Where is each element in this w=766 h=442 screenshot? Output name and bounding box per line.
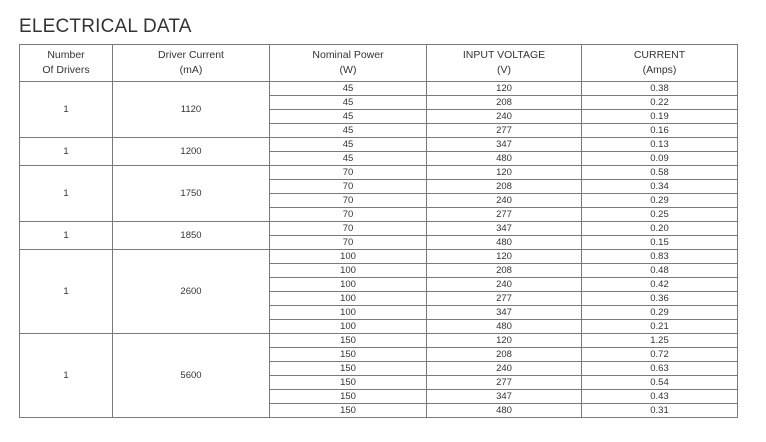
input-voltage-cell: 120 [427,166,582,180]
current-cell: 1.25 [582,334,738,348]
number-of-drivers-cell: 1 [20,82,113,138]
input-voltage-cell: 240 [427,362,582,376]
nominal-power-cell: 100 [270,264,427,278]
table-row [20,138,738,152]
input-voltage-cell: 240 [427,110,582,124]
number-of-drivers-cell: 1 [20,138,113,166]
header-current [582,45,738,82]
nominal-power-cell: 150 [270,376,427,390]
nominal-power-cell: 70 [270,180,427,194]
nominal-power-cell: 45 [270,152,427,166]
electrical-data-table [19,44,738,418]
input-voltage-cell: 480 [427,404,582,418]
table-row [20,82,738,96]
current-cell: 0.13 [582,138,738,152]
header-label-line1: Nominal Power [312,49,384,61]
nominal-power-cell: 70 [270,194,427,208]
input-voltage-cell: 347 [427,306,582,320]
header-label-line1: CURRENT [633,49,686,61]
driver-current-cell: 1120 [113,82,270,138]
table-header-row [20,45,738,82]
nominal-power-cell: 70 [270,236,427,250]
table-row [20,222,738,236]
input-voltage-cell: 277 [427,376,582,390]
input-voltage-cell: 347 [427,390,582,404]
table-body [20,82,738,418]
nominal-power-cell: 45 [270,110,427,124]
driver-current-cell: 5600 [113,334,270,418]
nominal-power-cell: 70 [270,222,427,236]
current-cell: 0.58 [582,166,738,180]
current-cell: 0.42 [582,278,738,292]
current-cell: 0.29 [582,194,738,208]
nominal-power-cell: 100 [270,278,427,292]
current-cell: 0.22 [582,96,738,110]
table-row [20,250,738,264]
nominal-power-cell: 150 [270,362,427,376]
nominal-power-cell: 70 [270,208,427,222]
header-label-line2: (Amps) [642,64,677,76]
current-cell: 0.25 [582,208,738,222]
header-label-line2: Of Drivers [42,64,90,76]
nominal-power-cell: 150 [270,404,427,418]
input-voltage-cell: 120 [427,82,582,96]
input-voltage-cell: 208 [427,96,582,110]
driver-current-cell: 1200 [113,138,270,166]
nominal-power-cell: 150 [270,334,427,348]
input-voltage-cell: 208 [427,180,582,194]
current-cell: 0.29 [582,306,738,320]
input-voltage-cell: 240 [427,194,582,208]
current-cell: 0.38 [582,82,738,96]
header-label-line1: Number [47,49,85,61]
current-cell: 0.31 [582,404,738,418]
input-voltage-cell: 120 [427,250,582,264]
nominal-power-cell: 45 [270,124,427,138]
header-label-line1: Driver Current [158,49,224,61]
table-row [20,334,738,348]
current-cell: 0.63 [582,362,738,376]
current-cell: 0.09 [582,152,738,166]
nominal-power-cell: 150 [270,390,427,404]
header-nominal-power [270,45,427,82]
input-voltage-cell: 277 [427,124,582,138]
current-cell: 0.16 [582,124,738,138]
header-driver-current [113,45,270,82]
nominal-power-cell: 100 [270,292,427,306]
input-voltage-cell: 347 [427,138,582,152]
number-of-drivers-cell: 1 [20,222,113,250]
number-of-drivers-cell: 1 [20,250,113,334]
header-label-line2: (V) [497,64,511,76]
nominal-power-cell: 100 [270,250,427,264]
input-voltage-cell: 277 [427,292,582,306]
current-cell: 0.72 [582,348,738,362]
input-voltage-cell: 480 [427,236,582,250]
current-cell: 0.48 [582,264,738,278]
driver-current-cell: 1750 [113,166,270,222]
input-voltage-cell: 208 [427,348,582,362]
number-of-drivers-cell: 1 [20,166,113,222]
nominal-power-cell: 100 [270,320,427,334]
input-voltage-cell: 277 [427,208,582,222]
current-cell: 0.20 [582,222,738,236]
nominal-power-cell: 45 [270,82,427,96]
header-label-line1: INPUT VOLTAGE [462,49,546,61]
input-voltage-cell: 347 [427,222,582,236]
input-voltage-cell: 240 [427,278,582,292]
nominal-power-cell: 45 [270,96,427,110]
input-voltage-cell: 208 [427,264,582,278]
input-voltage-cell: 120 [427,334,582,348]
current-cell: 0.36 [582,292,738,306]
current-cell: 0.19 [582,110,738,124]
driver-current-cell: 1850 [113,222,270,250]
current-cell: 0.21 [582,320,738,334]
table-row [20,166,738,180]
header-number-of-drivers [20,45,113,82]
nominal-power-cell: 150 [270,348,427,362]
page-title: ELECTRICAL DATA [19,16,192,37]
current-cell: 0.83 [582,250,738,264]
current-cell: 0.43 [582,390,738,404]
header-label-line2: (mA) [179,64,203,76]
current-cell: 0.15 [582,236,738,250]
header-input-voltage [427,45,582,82]
nominal-power-cell: 100 [270,306,427,320]
input-voltage-cell: 480 [427,152,582,166]
nominal-power-cell: 70 [270,166,427,180]
nominal-power-cell: 45 [270,138,427,152]
input-voltage-cell: 480 [427,320,582,334]
header-label-line2: (W) [339,64,357,76]
current-cell: 0.54 [582,376,738,390]
number-of-drivers-cell: 1 [20,334,113,418]
current-cell: 0.34 [582,180,738,194]
driver-current-cell: 2600 [113,250,270,334]
